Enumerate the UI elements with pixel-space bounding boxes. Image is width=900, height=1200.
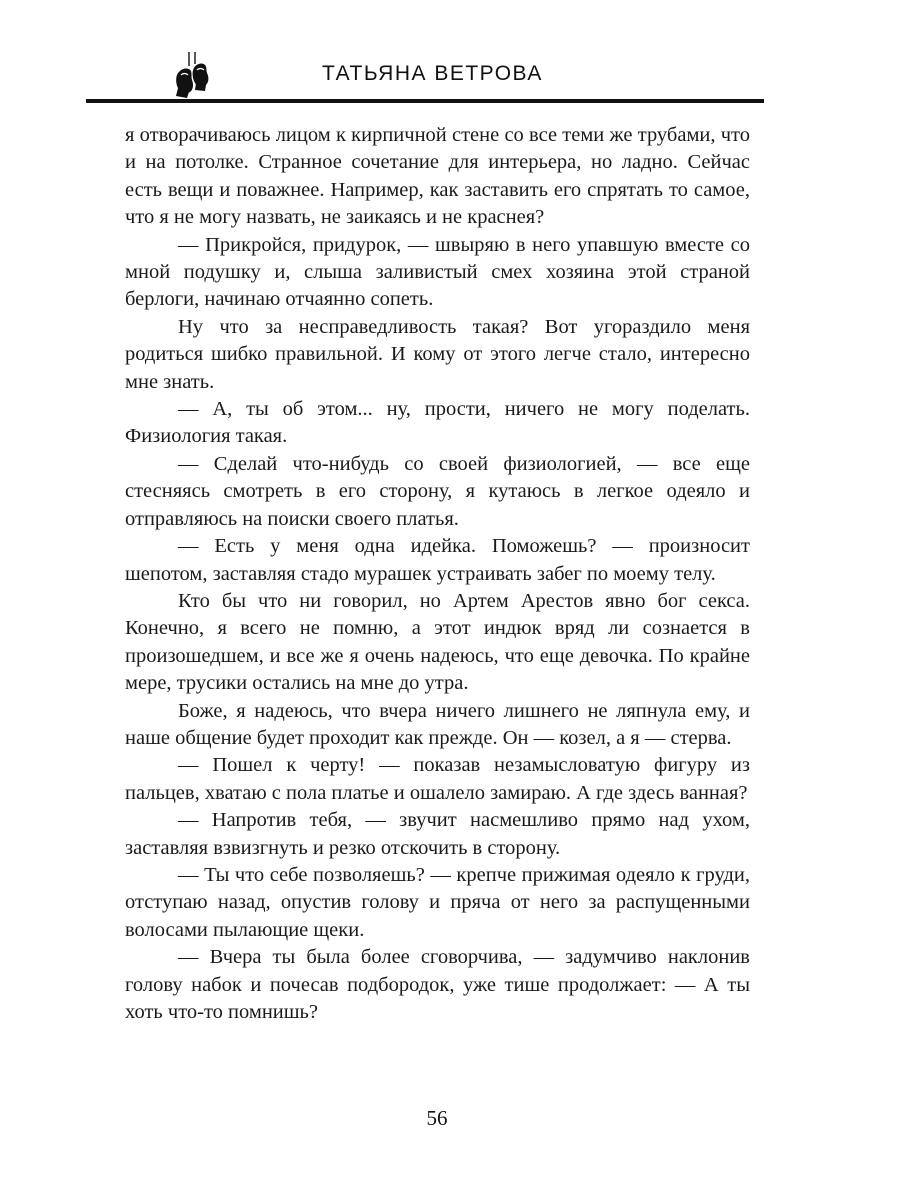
paragraph: — Напротив тебя, — звучит насмешливо прямо над ухом, заставляя взвизгнуть и резко отскочить в сторону. <box>125 809 750 859</box>
paragraph: — Есть у меня одна идейка. Поможешь? — произносит шепотом, заставляя стадо мурашек устраивать забег по моему телу. <box>125 535 750 585</box>
paragraph: Кто бы что ни говорил, но Артем Арестов явно бог секса. Конечно, я всего не помню, а этот индюк вряд ли сознается в произошедшем, и все же я очень надеюсь, что еще девочка. По крайне мере, трусики остались на мне до утра. <box>125 589 750 695</box>
author-name: ТАТЬЯНА ВЕТРОВА <box>322 62 543 85</box>
header-divider <box>86 99 764 103</box>
paragraph: — Вчера ты была более сговорчива, — задумчиво наклонив голову набок и почесав подбородок, уже тише продолжает: — А ты хоть что-то помнишь? <box>125 946 750 1023</box>
paragraph: — Пошел к черту! — показав незамысловатую фигуру из пальцев, хватаю с пола платье и ошалело замираю. А где здесь ванная? <box>125 754 750 804</box>
page-number: 56 <box>426 1106 448 1130</box>
paragraph: Боже, я надеюсь, что вчера ничего лишнего не ляпнула ему, и наше общение будет проходит как прежде. Он — козел, а я — стерва. <box>125 699 750 749</box>
paragraph: — Сделай что-нибудь со своей физиологией, — все еще стесняясь смотреть в его сторону, я кутаюсь в легкое одеяло и отправляюсь на поиски своего платья. <box>125 452 750 530</box>
running-header <box>86 52 764 104</box>
paragraph: — А, ты об этом... ну, прости, ничего не могу поделать. Физиология такая. <box>125 398 750 448</box>
paragraph: — Ты что себе позволяешь? — крепче прижимая одеяло к груди, отступаю назад, опустив голову и пряча от него за распущенными волосами пылающие щеки. <box>125 863 750 941</box>
paragraph: — Прикройся, придурок, — швыряю в него упавшую вместе со мной подушку и, слыша заливистый смех хозяина этой страной берлоги, начинаю отчаянно сопеть. <box>125 233 750 311</box>
paragraph: Ну что за несправедливость такая? Вот угораздило меня родиться шибко правильной. И кому от этого легче стало, интересно мне знать. <box>125 315 750 393</box>
body-text <box>125 122 750 1026</box>
boxing-gloves-icon <box>172 52 212 100</box>
paragraph: я отворачиваюсь лицом к кирпичной стене со все теми же трубами, что и на потолке. Странное сочетание для интерьера, но ладно. Сейчас есть вещи и поважнее. Например, как заставить его спрятать то самое, что я не могу назвать, не заикаясь и не краснея? <box>125 124 750 229</box>
